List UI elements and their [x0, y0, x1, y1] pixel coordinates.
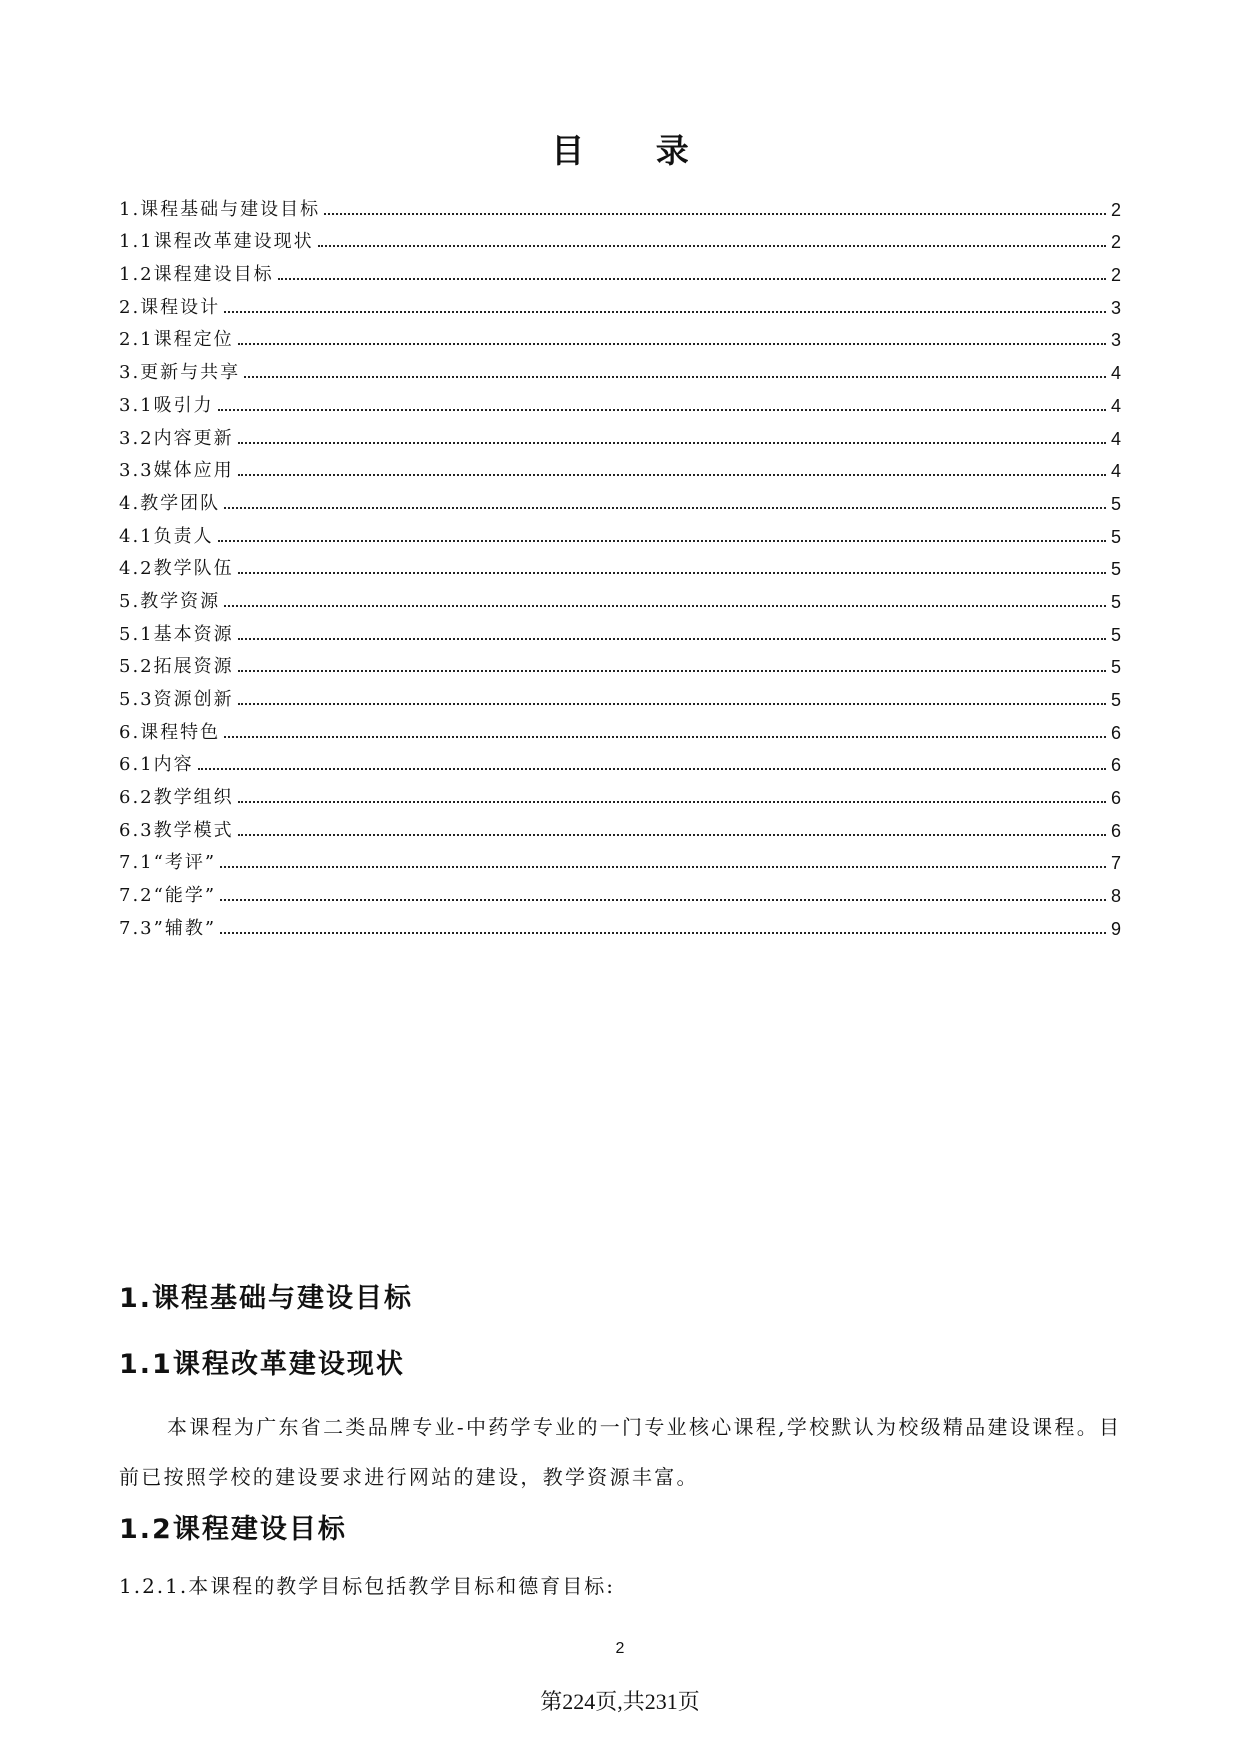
- toc-entry[interactable]: [119, 776, 1121, 809]
- toc-entry-label: 7.1“考评”: [119, 852, 217, 874]
- toc-entry-label: 1.2课程建设目标: [119, 264, 274, 286]
- toc-entry[interactable]: [119, 809, 1121, 842]
- toc-entry-label: 5.2拓展资源: [119, 656, 234, 678]
- toc-entry-label: 5.3资源创新: [119, 689, 234, 710]
- toc-leader-dots: [238, 833, 1106, 836]
- toc-leader-dots: [220, 865, 1106, 868]
- section-heading-1: 1.课程基础与建设目标: [119, 1283, 414, 1314]
- toc-leader-dots: [224, 310, 1106, 313]
- body-paragraph: 本课程为广东省二类品牌专业-中药学专业的一门专业核心课程,学校默认为校级精品建设课程。目前已按照学校的建设要求进行网站的建设，教学资源丰富。: [119, 1415, 1122, 1489]
- toc-leader-dots: [238, 473, 1106, 476]
- toc-entry-page: 2: [1110, 232, 1121, 253]
- toc-leader-dots: [324, 212, 1106, 215]
- toc-entry-page: 6: [1110, 755, 1121, 776]
- toc-entry-page: 5: [1110, 591, 1121, 612]
- toc-entry-page: 6: [1110, 820, 1121, 841]
- toc-entry-label: 7.2“能学”: [119, 885, 217, 907]
- toc-entry[interactable]: [119, 744, 1121, 777]
- toc-entry[interactable]: [119, 450, 1121, 483]
- toc-entry-page: 4: [1110, 395, 1121, 416]
- toc-entry-label: 4.1负责人: [119, 525, 214, 547]
- toc-entry-label: 3.3媒体应用: [119, 460, 234, 482]
- toc-leader-dots: [218, 408, 1106, 411]
- toc-entry-page: 2: [1110, 199, 1121, 220]
- toc-entry-page: 5: [1110, 559, 1121, 580]
- toc-entry-label: 7.3”辅教”: [119, 917, 217, 939]
- toc-leader-dots: [220, 898, 1106, 901]
- toc-entry-page: 2: [1110, 265, 1121, 286]
- toc-entry[interactable]: [119, 874, 1121, 907]
- toc-entry-page: 4: [1110, 363, 1121, 384]
- toc-entry[interactable]: [119, 319, 1121, 352]
- toc-leader-dots: [220, 931, 1106, 934]
- toc-entry-page: 5: [1110, 624, 1121, 645]
- toc-leader-dots: [218, 539, 1106, 542]
- toc-leader-dots: [224, 604, 1106, 607]
- toc-leader-dots: [238, 669, 1106, 672]
- toc-entry[interactable]: [119, 907, 1121, 940]
- toc-title: 目 录: [551, 131, 719, 170]
- toc-entry[interactable]: [119, 221, 1121, 254]
- toc-leader-dots: [278, 277, 1106, 280]
- toc-entry-label: 3.1吸引力: [119, 394, 214, 416]
- toc-entry-label: 6.1内容: [119, 754, 194, 776]
- toc-entry-label: 5.教学资源: [119, 590, 221, 612]
- toc-leader-dots: [244, 375, 1106, 378]
- toc-entry-page: 5: [1110, 526, 1121, 547]
- toc-entry[interactable]: [119, 580, 1121, 613]
- toc-entry[interactable]: [119, 646, 1121, 679]
- toc-entry[interactable]: [119, 515, 1121, 548]
- page-number: 2: [615, 1640, 625, 1657]
- toc-entry[interactable]: [119, 384, 1121, 417]
- toc-entry-page: 4: [1110, 461, 1121, 482]
- toc-entry-label: 6.2教学组织: [119, 787, 234, 809]
- toc-entry-page: 5: [1110, 493, 1121, 514]
- toc-leader-dots: [224, 735, 1106, 738]
- toc-entry-label: 3.更新与共享: [119, 362, 241, 384]
- toc-entry-label: 4.2教学队伍: [119, 558, 234, 580]
- toc-entry[interactable]: [119, 417, 1121, 450]
- section-heading-1-1: 1.1课程改革建设现状: [119, 1349, 405, 1380]
- toc-entry-label: 1.课程基础与建设目标: [119, 198, 321, 220]
- toc-leader-dots: [224, 506, 1106, 509]
- toc-entry-page: 5: [1110, 657, 1121, 678]
- toc-entry[interactable]: [119, 548, 1121, 581]
- toc-entry[interactable]: [119, 678, 1121, 711]
- toc-entry[interactable]: [119, 188, 1121, 221]
- toc-leader-dots: [238, 637, 1106, 640]
- toc-entry-label: 2.课程设计: [119, 296, 221, 318]
- toc-entry-page: 6: [1110, 788, 1121, 809]
- toc-leader-dots: [318, 244, 1106, 247]
- toc-entry-label: 4.教学团队: [119, 492, 221, 514]
- toc-entry-page: 7: [1110, 853, 1121, 874]
- toc-entry-label: 6.3教学模式: [119, 819, 234, 841]
- toc-leader-dots: [198, 767, 1106, 770]
- toc-entry[interactable]: [119, 711, 1121, 744]
- toc-entry-page: 3: [1110, 297, 1121, 318]
- toc-entry-page: 4: [1110, 428, 1121, 449]
- toc-leader-dots: [238, 800, 1106, 803]
- toc-entry[interactable]: [119, 351, 1121, 384]
- toc-entry-label: 3.2内容更新: [119, 427, 234, 449]
- toc-entry-page: 8: [1110, 886, 1121, 907]
- toc-entry-page: 9: [1110, 918, 1121, 939]
- toc-entry[interactable]: [119, 286, 1121, 319]
- toc-entry[interactable]: [119, 253, 1121, 286]
- page-footer: 第224页,共231页: [540, 1689, 700, 1714]
- toc-entry-label: 5.1基本资源: [119, 623, 234, 645]
- toc-leader-dots: [238, 702, 1106, 705]
- toc-entry[interactable]: [119, 613, 1121, 646]
- toc-entry-page: 5: [1110, 690, 1121, 710]
- toc-leader-dots: [238, 441, 1106, 444]
- toc-entry-label: 2.1课程定位: [119, 329, 234, 351]
- toc-entry-page: 6: [1110, 722, 1121, 743]
- toc-entry-page: 3: [1110, 330, 1121, 351]
- sub-item-1-2-1: 1.2.1.本课程的教学目标包括教学目标和德育目标:: [119, 1574, 615, 1598]
- table-of-contents: [119, 188, 1121, 940]
- toc-entry[interactable]: [119, 842, 1121, 875]
- toc-entry-label: 6.课程特色: [119, 721, 221, 743]
- toc-leader-dots: [238, 571, 1106, 574]
- toc-entry[interactable]: [119, 482, 1121, 515]
- toc-entry-label: 1.1课程改革建设现状: [119, 231, 314, 253]
- section-heading-1-2: 1.2课程建设目标: [119, 1514, 347, 1545]
- toc-leader-dots: [238, 342, 1106, 345]
